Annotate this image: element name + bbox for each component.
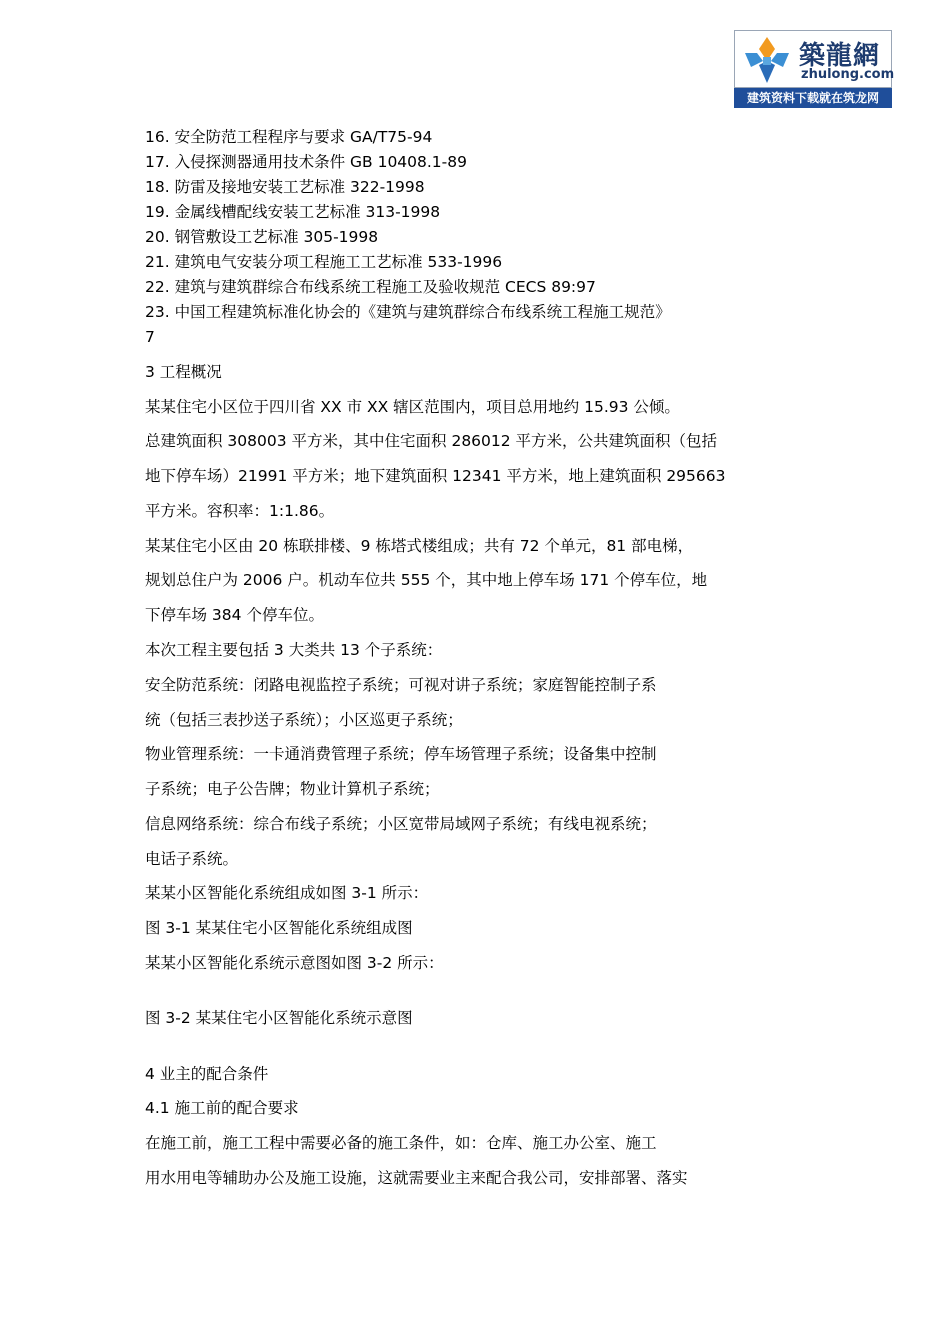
paragraph-line: 用水用电等辅助办公及施工设施，这就需要业主来配合我公司，安排部署、落实	[145, 1169, 688, 1187]
logo-name: 築龍網	[799, 41, 881, 71]
paragraph: 本次工程主要包括 3 大类共 13 个子系统：	[145, 641, 443, 659]
paragraph-line: 规划总住户为 2006 户。机动车位共 555 个，其中地上停车场 171 个停车位，地	[145, 571, 708, 589]
subsystem-line: 物业管理系统：一卡通消费管理子系统；停车场管理子系统；设备集中控制	[145, 745, 657, 763]
figure-caption: 图 3-2 某某住宅小区智能化系统示意图	[145, 1009, 413, 1027]
subsystem-line: 信息网络系统：综合布线子系统；小区宽带局域网子系统；有线电视系统；	[145, 815, 657, 833]
paragraph-line: 地下停车场）21991 平方米；地下建筑面积 12341 平方米，地上建筑面积 295663	[145, 467, 726, 485]
subsystem-line: 电话子系统。	[145, 850, 239, 868]
paragraph-line: 在施工前，施工工程中需要必备的施工条件，如：仓库、施工办公室、施工	[145, 1134, 657, 1152]
standard-item: 18. 防雷及接地安装工艺标准 322-1998	[145, 178, 425, 196]
logo-mark-icon	[739, 35, 795, 85]
paragraph: 某某小区智能化系统示意图如图 3-2 所示：	[145, 954, 444, 972]
logo-panel	[734, 30, 895, 88]
paragraph-line: 某某住宅小区由 20 栋联排楼、9 栋塔式楼组成；共有 72 个单元，81 部电梯，	[145, 537, 694, 555]
section-heading: 3 工程概况	[145, 363, 222, 381]
logo-slogan: 建筑资料下载就在筑龙网	[734, 88, 892, 108]
paragraph-line: 平方米。容积率：1:1.86。	[145, 502, 335, 520]
section-heading: 4 业主的配合条件	[145, 1065, 269, 1083]
zhulong-logo	[734, 30, 895, 108]
figure-caption: 图 3-1 某某住宅小区智能化系统组成图	[145, 919, 413, 937]
standard-item: 23. 中国工程建筑标准化协会的《建筑与建筑群综合布线系统工程施工规范》	[145, 303, 671, 321]
subsystem-line: 安全防范系统：闭路电视监控子系统；可视对讲子系统；家庭智能控制子系	[145, 676, 657, 694]
paragraph: 某某小区智能化系统组成如图 3-1 所示：	[145, 884, 429, 902]
subsystem-line: 统（包括三表抄送子系统）；小区巡更子系统；	[145, 711, 463, 729]
standard-item: 16. 安全防范工程程序与要求 GA/T75-94	[145, 128, 433, 146]
paragraph: 某某住宅小区位于四川省 XX 市 XX 辖区范围内，项目总用地约 15.93 公倾。	[145, 398, 680, 416]
standard-item: 21. 建筑电气安装分项工程施工工艺标准 533-1996	[145, 253, 503, 271]
logo-domain: zhulong.com	[801, 67, 895, 82]
subsection-heading: 4.1 施工前的配合要求	[145, 1099, 299, 1117]
standard-item: 20. 钢管敷设工艺标准 305-1998	[145, 228, 379, 246]
paragraph-line: 下停车场 384 个停车位。	[145, 606, 324, 624]
standard-item-continuation: 7	[145, 328, 155, 346]
standard-item: 22. 建筑与建筑群综合布线系统工程施工及验收规范 CECS 89:97	[145, 278, 596, 296]
subsystem-line: 子系统；电子公告牌；物业计算机子系统；	[145, 780, 440, 798]
paragraph-line: 总建筑面积 308003 平方米，其中住宅面积 286012 平方米，公共建筑面积（包括	[145, 432, 718, 450]
standard-item: 17. 入侵探测器通用技术条件 GB 10408.1-89	[145, 153, 467, 171]
standard-item: 19. 金属线槽配线安装工艺标准 313-1998	[145, 203, 441, 221]
